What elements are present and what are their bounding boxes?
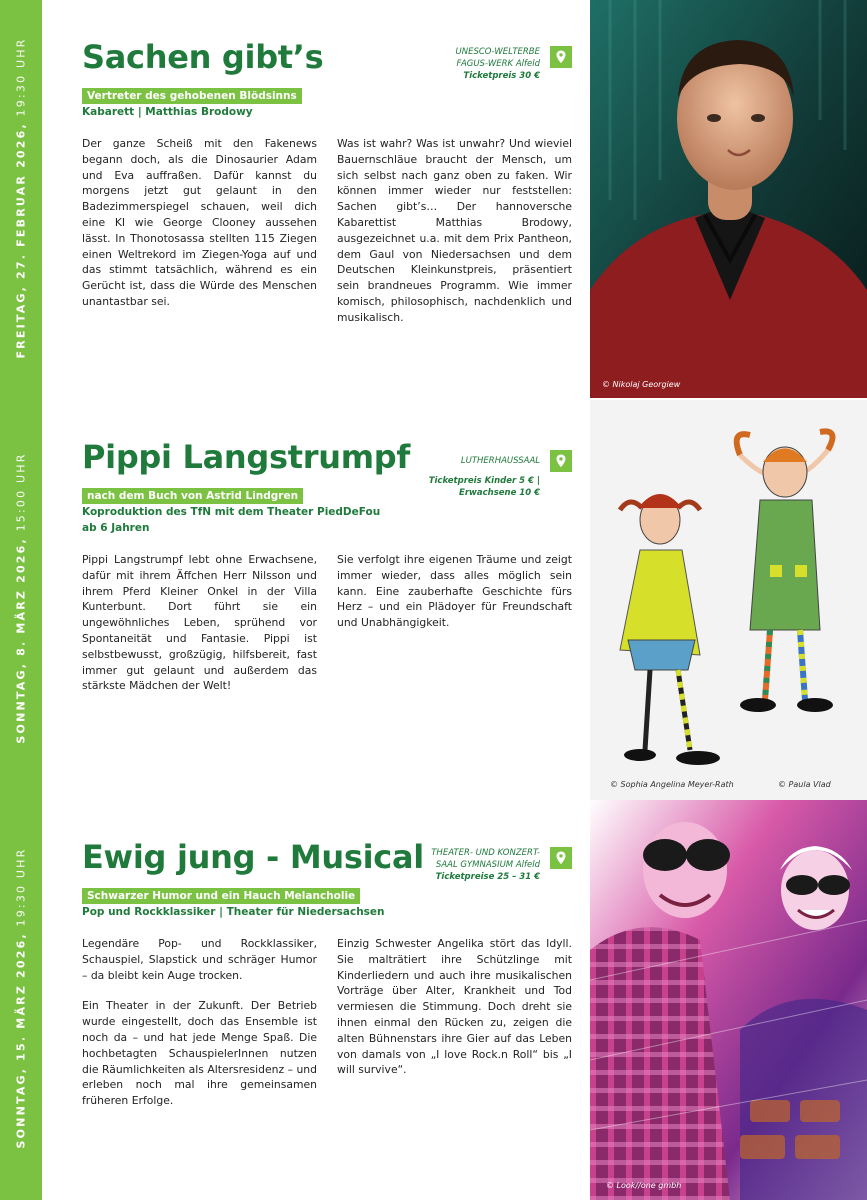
event-1-tagline: Vertreter des gehobenen Blödsinns: [82, 88, 302, 104]
event-1-title: Sachen gibt’s: [82, 38, 324, 76]
event-2: [82, 438, 572, 698]
event-3-date-label: [15, 847, 28, 1148]
event-3-photo: [590, 800, 867, 1200]
event-2-text-left: [82, 552, 317, 694]
event-3-venue-text: [431, 847, 540, 883]
event-2-age: ab 6 Jahren: [82, 522, 150, 534]
event-2-date: SONNTAG, 8. MÄRZ 2026,: [14, 537, 28, 744]
event-3-venue-line: THEATER- UND KONZERT-: [431, 848, 540, 858]
event-2-photo: [590, 400, 867, 800]
event-3-title: Ewig jung - Musical: [82, 838, 424, 876]
event-3-subline: Pop und Rockklassiker | Theater für Niedersachsen: [82, 906, 385, 918]
event-3-date: SONNTAG, 15. MÄRZ 2026,: [14, 932, 28, 1149]
event-2-price: Erwachsene 10 €: [459, 488, 540, 498]
event-1-venue-text: [456, 46, 541, 82]
paragraph: Einzig Schwester Angelika stört das Idyll. Sie malträtiert ihre Schützlinge mit Kinderliedern und auch ihre musikalischen Vorträge über Alter, Krankheit und Tod vermiesen die Stimmung. Doch dreht sie ihnen einmal den Rücken zu, zeigen die alten Bühnenstars ihre Gier auf das Leben von damals von „I love Rock.n Roll“ bis „I will survive“.: [337, 937, 572, 1077]
event-2-text-right: [337, 552, 572, 631]
event-1-venue-line: FAGUS-WERK Alfeld: [456, 59, 540, 69]
event-2-tagline: nach dem Buch von Astrid Lindgren: [82, 488, 303, 504]
paragraph: Was ist wahr? Was ist unwahr? Und wieviel Bauernschläue braucht der Mensch, um sich selbst nach ganz oben zu faken. Wir können immer wieder nur feststellen: Sachen gibt’s… Der hannoversche Kabarettist Matthias Brodowy, ausgezeichnet u.a. mit dem Prix Pantheon, dem Gaul von Niedersachsen und dem Deutschen Kleinkunstpreis, präsentiert sein brandneues Programm. Wie immer komisch, philosophisch, nachdenklich und musikalisch.: [337, 137, 572, 324]
event-2-venue-line: LUTHERHAUSSAAL: [460, 456, 540, 466]
event-1-text-left: [82, 136, 317, 310]
location-pin-icon: [550, 847, 572, 869]
event-1-subline: Kabarett | Matthias Brodowy: [82, 106, 253, 118]
event-2-subline: Koproduktion des TfN mit dem Theater PiedDeFou: [82, 506, 381, 518]
event-3-price: Ticketpreise 25 – 31 €: [435, 872, 540, 882]
event-3-time: 19:30 UHR: [14, 847, 28, 927]
event-3-tagline: Schwarzer Humor und ein Hauch Melancholie: [82, 888, 360, 904]
event-2-venue-text: [429, 455, 540, 499]
event-2-date-label: [15, 452, 28, 743]
event-1-time: 19:30 UHR: [14, 37, 28, 117]
paragraph: Legendäre Pop- und Rockklassiker, Schauspiel, Slapstick und schräger Humor – da bleibt kein Auge trocken.: [82, 937, 317, 982]
paragraph: Pippi Langstrumpf lebt ohne Erwachsene, dafür mit ihrem Äffchen Herr Nilsson und ihrem Pferd Kleiner Onkel in der Villa Kunterbunt. Dort führt sie ein ungewöhnliches Leben, sprühend vor Spontaneität und Fantasie. Pippi ist selbstbewusst, großzügig, hilfsbereit, fast immer gut gelaunt und außerdem das stärkste Mädchen der Welt!: [82, 553, 317, 693]
event-1-photo-credit: © Nikolaj Georgiew: [602, 380, 681, 389]
event-1-photo: [590, 0, 867, 398]
event-2-photo-credit: © Sophia Angelina Meyer-Rath: [610, 780, 734, 789]
event-3-text-left: [82, 936, 317, 1109]
event-1: [82, 38, 572, 328]
event-2-time: 15:00 UHR: [14, 452, 28, 532]
event-1-date: FREITAG, 27. FEBRUAR 2026,: [14, 122, 28, 359]
event-1-text-right: [337, 136, 572, 326]
location-pin-icon: [550, 46, 572, 68]
paragraph: Sie verfolgt ihre eigenen Träume und zeigt immer wieder, dass alles möglich sein kann. Eine zauberhafte Geschichte fürs Herz – und ein Plädoyer für Freundschaft und Unabhängigkeit.: [337, 553, 572, 630]
event-3-venue-line: SAAL GYMNASIUM Alfeld: [435, 860, 540, 870]
sidebar: [0, 0, 42, 1200]
event-1-date-label: [15, 37, 28, 358]
event-3: [82, 838, 572, 1138]
event-2-photo-credit: © Paula Vlad: [778, 780, 831, 789]
event-1-price: Ticketpreis 30 €: [463, 71, 540, 81]
event-3-photo-credit: © Look//one gmbh: [606, 1181, 682, 1190]
event-3-text-right: [337, 936, 572, 1078]
event-2-price: Ticketpreis Kinder 5 € |: [428, 476, 540, 486]
event-2-title: Pippi Langstrumpf: [82, 438, 410, 476]
paragraph: Der ganze Scheiß mit den Fakenews begann doch, als die Dinosaurier Adam und Eva auffraßen. Dafür kannst du morgens jetzt gut gelaunt in den Badezimmerspiegel schauen, weil dich eine KI wie George Clooney aussehen lässt. In Thonotosassa stellten 115 Ziegen einen Weltrekord im Ziegen-Yoga auf und das stimmt tatsächlich, während es ein Gerücht ist, dass die Würde des Menschen unantastbar sei.: [82, 137, 317, 308]
location-pin-icon: [550, 450, 572, 472]
paragraph: Ein Theater in der Zukunft. Der Betrieb wurde eingestellt, doch das Ensemble ist noch da – und hat jede Menge Spaß. Die hochbetagten SchauspielerInnen nutzen die Räumlichkeiten als Altersresidenz – und erleben noch mal ihre gemeinsamen früheren Erfolge.: [82, 999, 317, 1108]
event-1-venue-line: UNESCO-WELTERBE: [455, 47, 540, 57]
